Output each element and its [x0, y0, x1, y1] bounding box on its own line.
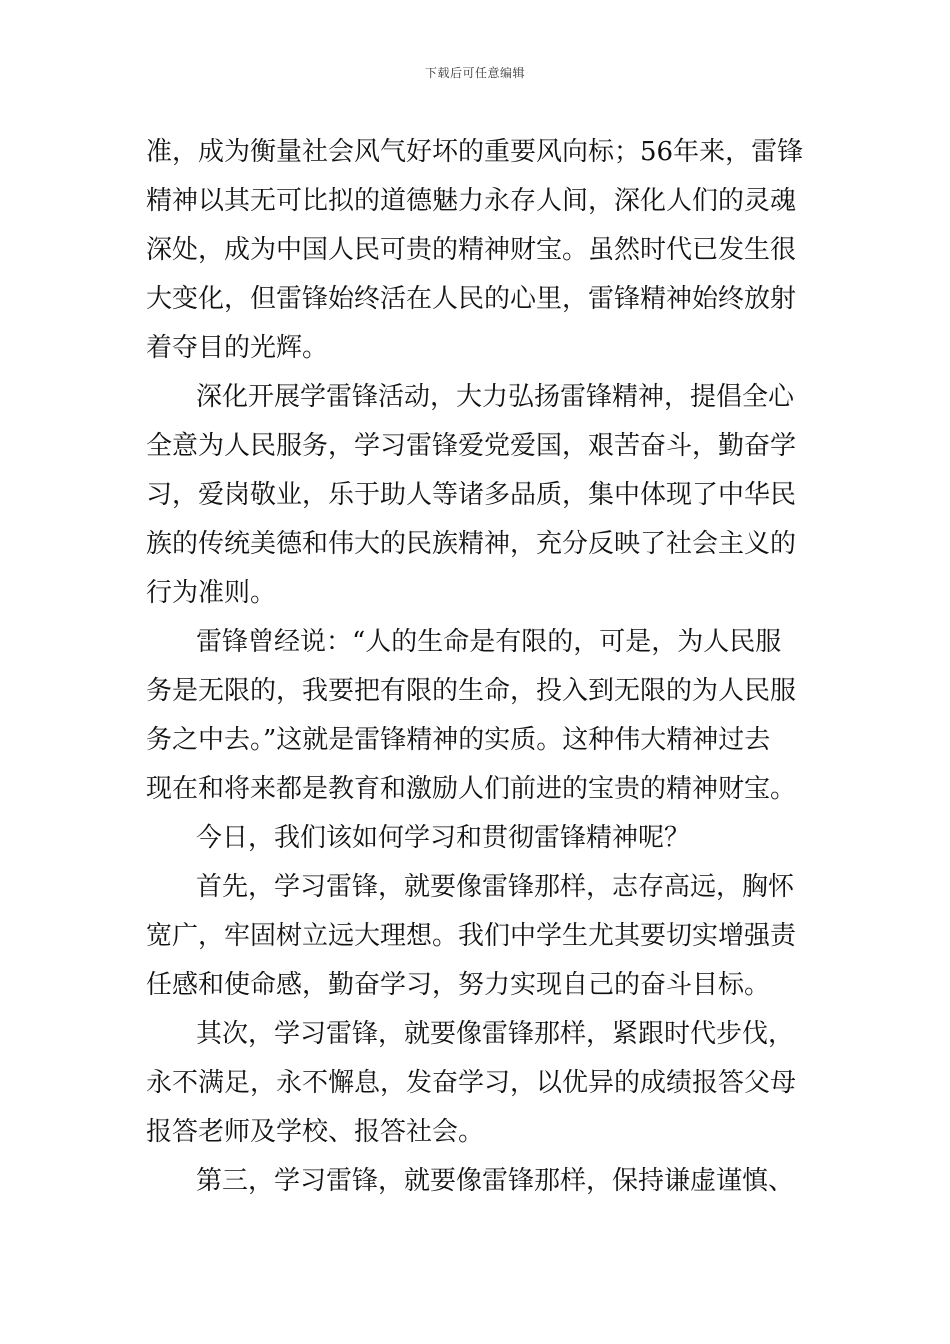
text-line: 首先，学习雷锋，就要像雷锋那样，志存高远，胸怀 — [196, 872, 795, 902]
text-line: 务之中去。”这就是雷锋精神的实质。这种伟大精神过去 — [146, 725, 771, 755]
text-line: 现在和将来都是教育和激励人们前进的宝贵的精神财宝。 — [146, 774, 797, 804]
text-line: 任感和使命感，勤奋学习，努力实现自己的奋斗目标。 — [146, 970, 771, 1000]
text-line: 族的传统美德和伟大的民族精神，充分反映了社会主义的 — [146, 529, 797, 559]
text-line: 深处，成为中国人民可贵的精神财宝。虽然时代已发生很 — [146, 235, 797, 265]
text-line: 务是无限的，我要把有限的生命，投入到无限的为人民服 — [146, 676, 797, 706]
text-line: 其次，学习雷锋，就要像雷锋那样，紧跟时代步伐， — [196, 1019, 795, 1049]
text-line: 今日，我们该如何学习和贯彻雷锋精神呢？ — [196, 823, 691, 853]
text-line: 准，成为衡量社会风气好坏的重要风向标；56年来，雷锋 — [146, 137, 804, 167]
body-text — [146, 128, 810, 1206]
text-line: 行为准则。 — [146, 578, 277, 608]
text-line: 全意为人民服务，学习雷锋爱党爱国，艰苦奋斗，勤奋学 — [146, 431, 797, 461]
text-line: 第三，学习雷锋，就要像雷锋那样，保持谦虚谨慎、 — [196, 1166, 795, 1196]
text-line: 习，爱岗敬业，乐于助人等诸多品质，集中体现了中华民 — [146, 480, 797, 510]
page-header-note: 下载后可任意编辑 — [424, 66, 525, 80]
text-line: 雷锋曾经说：“人的生命是有限的，可是，为人民服 — [196, 627, 782, 657]
text-line: 精神以其无可比拟的道德魅力永存人间，深化人们的灵魂 — [146, 186, 797, 216]
text-line: 宽广，牢固树立远大理想。我们中学生尤其要切实增强责 — [146, 921, 797, 951]
text-line: 深化开展学雷锋活动，大力弘扬雷锋精神，提倡全心 — [196, 382, 795, 412]
text-line: 永不满足，永不懈息，发奋学习，以优异的成绩报答父母 — [146, 1068, 797, 1098]
text-line: 大变化，但雷锋始终活在人民的心里，雷锋精神始终放射 — [146, 284, 797, 314]
text-line: 着夺目的光辉。 — [146, 333, 329, 363]
text-line: 报答老师及学校、报答社会。 — [146, 1117, 485, 1147]
